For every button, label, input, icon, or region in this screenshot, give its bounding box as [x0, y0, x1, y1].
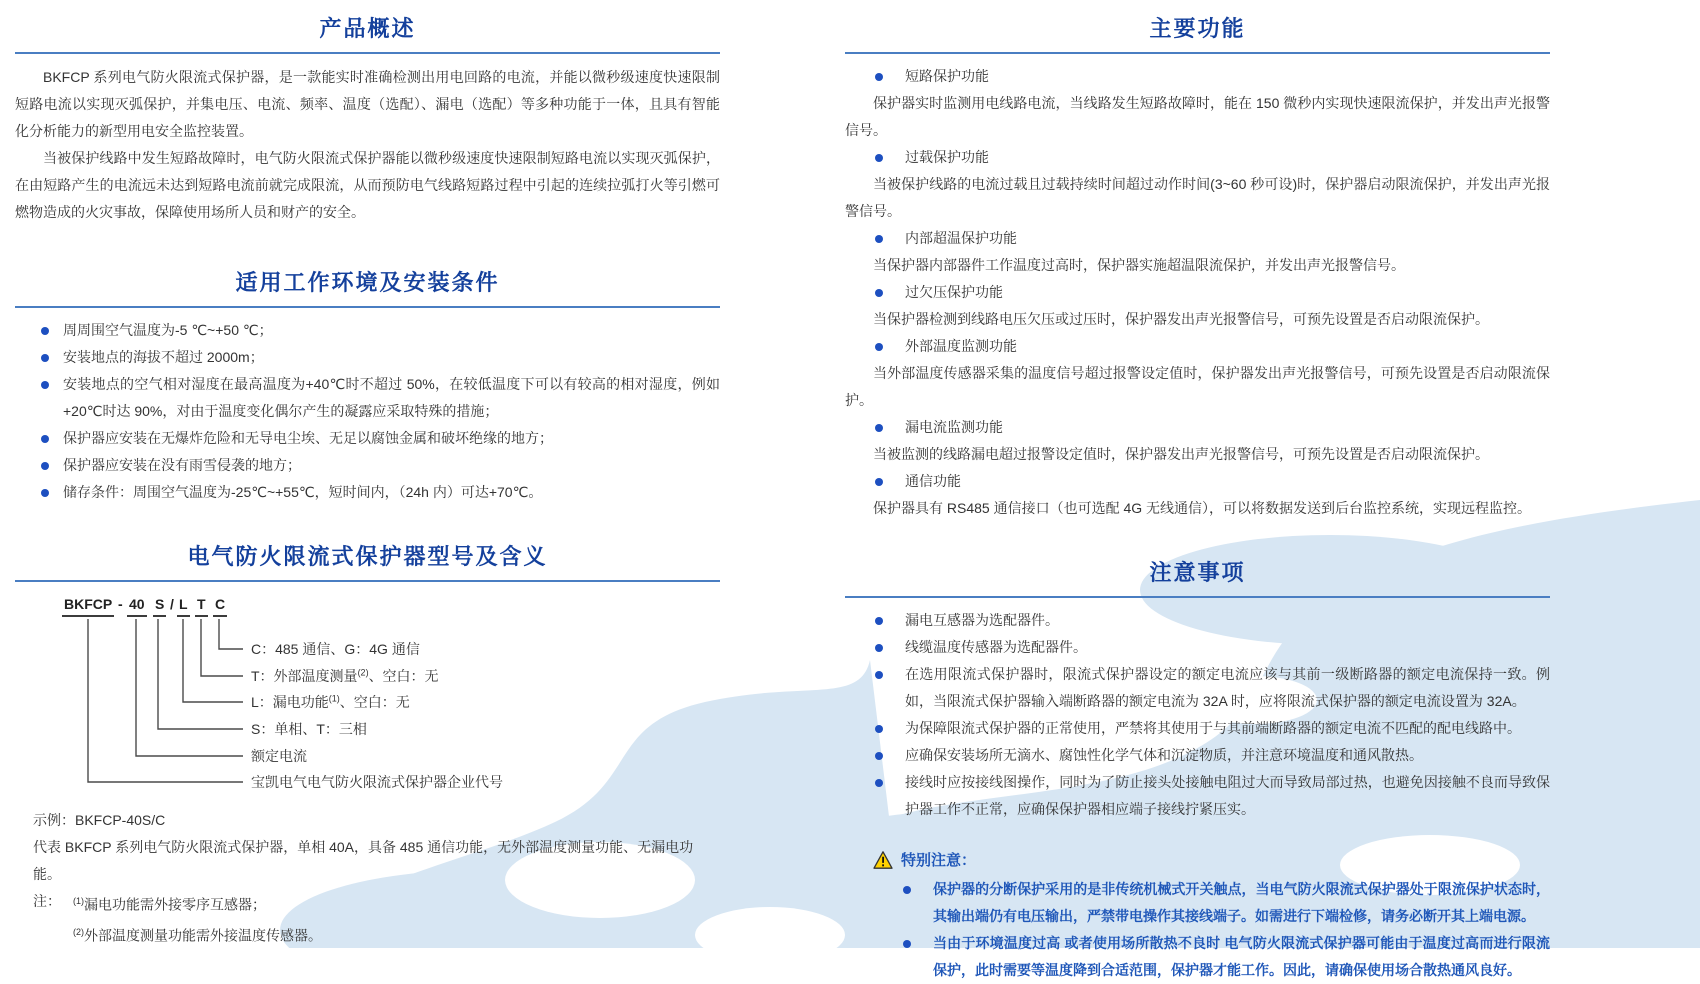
section-title-precautions: 注意事项 [1149, 560, 1246, 585]
model-label-company-code: 宝凯电气电气防火限流式保护器企业代号 [251, 774, 503, 790]
section-environment [15, 254, 720, 506]
model-label-communication: C：485 通信、G：4G 通信 [251, 641, 420, 657]
bullet-dot-icon [41, 462, 49, 470]
bullet-dot-icon [875, 779, 883, 787]
model-code-part: T [195, 596, 208, 617]
list-item: 为保障限流式保护器的正常使用，严禁将其使用于与其前端断路器的额定电流不匹配的配电线路中。 [845, 715, 1550, 742]
function-description: 保护器实时监测用电线路电流，当线路发生短路故障时，能在 150 微秒内实现快速限流保护，并发出声光报警信号。 [845, 95, 1550, 138]
model-code-part: S [153, 596, 166, 617]
bullet-dot-icon [875, 725, 883, 733]
bullet-dot-icon [875, 424, 883, 432]
list-item [15, 452, 720, 479]
note-texts [73, 888, 322, 949]
list-item: 当由于环境温度过高 或者使用场所散热不良时 电气防火限流式保护器可能由于温度过高而进行限流保护，此时需要等温度降到合适范围，保护器才能工作。因此，请确保使用场合散热通风良好。 [845, 930, 1550, 984]
list-item [15, 371, 720, 425]
function-description: 当保护器内部器件工作温度过高时，保护器实施超温限流保护，并发出声光报警信号。 [873, 257, 1405, 273]
list-item: 在选用限流式保护器时，限流式保护器设定的额定电流应该与其前一级断路器的额定电流保持一致。例如，当限流式保护器输入端断路器的额定电流为 32A 时，应将限流式保护器的额定电流设置为 32A。 [845, 661, 1550, 715]
special-attention-title: 特别注意： [901, 852, 977, 869]
list-item: 应确保安装场所无滴水、腐蚀性化学气体和沉淀物质，并注意环境温度和通风散热。 [845, 742, 1550, 769]
bullet-dot-icon [875, 343, 883, 351]
list-item: 漏电互感器为选配器件。 [845, 607, 1550, 634]
list-item [15, 317, 720, 344]
bullet-dot-icon [875, 671, 883, 679]
list-item [15, 479, 720, 506]
list-item-text: 储存条件：周围空气温度为-25℃~+55℃，短时间内，（24h 内）可达+70℃。 [63, 484, 543, 500]
list-item-text: 安装地点的海拔不超过 2000m； [63, 349, 264, 365]
function-item [845, 63, 1550, 144]
function-description: 当被监测的线路漏电超过报警设定值时，保护器发出声光报警信号，可预先设置是否启动限流保护。 [873, 446, 1489, 462]
function-title: 通信功能 [845, 468, 1550, 495]
special-attention-heading [873, 849, 1550, 870]
section-product-overview [15, 0, 720, 226]
function-title: 内部超温保护功能 [845, 225, 1550, 252]
list-item: 线缆温度传感器为选配器件。 [845, 634, 1550, 661]
bullet-dot-icon [41, 435, 49, 443]
bullet-dot-icon [875, 617, 883, 625]
model-example-label: 示例：BKFCP-40S/C [33, 812, 166, 828]
overview-paragraph-1: BKFCP 系列电气防火限流式保护器，是一款能实时准确检测出用电回路的电流，并能以微秒级速度快速限制短路电流以实现灭弧保护，并集电压、电流、频率、温度（选配）、漏电（选配）等多种功能于一体，且具有智能化分析能力的新型用电安全监控装置。 [15, 69, 720, 139]
warning-triangle-icon [873, 851, 893, 869]
bullet-dot-icon [875, 235, 883, 243]
function-description: 当被保护线路的电流过载且过载持续时间超过动作时间(3~60 秒可设)时，保护器启动限流保护，并发出声光报警信号。 [845, 176, 1550, 219]
model-label-phase: S：单相、T：三相 [251, 721, 367, 737]
section-rule [845, 596, 1550, 598]
model-code-diagram [15, 596, 720, 801]
model-code-part: 40 [127, 596, 147, 617]
section-main-functions [845, 0, 1550, 522]
note-line: $^{(2)}$外部温度测量功能需外接温度传感器。 [73, 926, 322, 944]
function-item [845, 468, 1550, 522]
left-column [15, 0, 720, 949]
list-item-text: 保护器应安装在无爆炸危险和无导电尘埃、无足以腐蚀金属和破坏绝缘的地方； [63, 430, 553, 446]
environment-list [15, 317, 720, 506]
function-title: 外部温度监测功能 [845, 333, 1550, 360]
function-title: 过载保护功能 [845, 144, 1550, 171]
section-rule [15, 52, 720, 54]
list-item [15, 344, 720, 371]
right-column [845, 0, 1550, 984]
function-title: 过欠压保护功能 [845, 279, 1550, 306]
function-description: 保护器具有 RS485 通信接口（也可选配 4G 无线通信），可以将数据发送到后台监控系统，实现远程监控。 [873, 500, 1532, 516]
list-item: 保护器的分断保护采用的是非传统机械式开关触点，当电气防火限流式保护器处于限流保护状态时，其输出端仍有电压输出，严禁带电操作其接线端子。如需进行下端检修，请务必断开其上端电源。 [845, 876, 1550, 930]
overview-paragraph-2: 当被保护线路中发生短路故障时，电气防火限流式保护器能以微秒级速度快速限制短路电流以实现灭弧保护，在由短路产生的电流远未达到短路电流前就完成限流，从而预防电气线路短路过程中引起的连续拉弧打火等引燃可燃物造成的火灾事故，保障使用场所人员和财产的安全。 [15, 150, 720, 220]
model-code-separator: - [118, 596, 123, 612]
list-item-text: 保护器应安装在没有雨雪侵袭的地方； [63, 457, 301, 473]
function-item [845, 279, 1550, 333]
function-description: 当保护器检测到线路电压欠压或过压时，保护器发出声光报警信号，可预先设置是否启动限流保护。 [873, 311, 1489, 327]
function-description: 当外部温度传感器采集的温度信号超过报警设定值时，保护器发出声光报警信号，可预先设置是否启动限流保护。 [845, 365, 1550, 408]
bullet-dot-icon [875, 73, 883, 81]
bullet-dot-icon [41, 327, 49, 335]
section-rule [845, 52, 1550, 54]
list-item [15, 425, 720, 452]
bullet-dot-icon [41, 489, 49, 497]
bullet-dot-icon [41, 354, 49, 362]
list-item: 接线时应按接线图操作，同时为了防止接头处接触电阻过大而导致局部过热，也避免因接触不良而导致保护器工作不正常，应确保保护器相应端子接线拧紧压实。 [845, 769, 1550, 823]
section-model-meaning [15, 528, 720, 949]
bullet-dot-icon [875, 644, 883, 652]
precautions-list [845, 607, 1550, 823]
section-title-model-meaning: 电气防火限流式保护器型号及含义 [187, 544, 548, 569]
bullet-dot-icon [875, 289, 883, 297]
model-label-temperature: T：外部温度测量$^{(2)}$、空白：无 [251, 667, 439, 684]
bullet-dot-icon [875, 752, 883, 760]
function-title: 短路保护功能 [845, 63, 1550, 90]
model-label-rated-current: 额定电流 [251, 748, 307, 764]
model-code-separator: / [170, 596, 174, 612]
section-rule [15, 306, 720, 308]
function-title: 漏电流监测功能 [845, 414, 1550, 441]
list-item-text: 周周围空气温度为-5 ℃~+50 ℃； [63, 322, 273, 338]
special-attention-block [845, 849, 1550, 984]
function-item [845, 333, 1550, 414]
section-title-environment: 适用工作环境及安装条件 [235, 270, 500, 295]
bullet-dot-icon [875, 478, 883, 486]
list-item-text: 安装地点的空气相对湿度在最高温度为+40℃时不超过 50%，在较低温度下可以有较高的相对湿度，例如+20℃时达 90%，对由于温度变化偶尔产生的凝露应采取特殊的措施； [63, 376, 720, 419]
function-item [845, 144, 1550, 225]
bullet-dot-icon [875, 154, 883, 162]
model-notes [33, 888, 720, 949]
special-attention-list [845, 876, 1550, 984]
model-code-part: BKFCP [62, 596, 114, 617]
section-title-main-functions: 主要功能 [1149, 16, 1246, 41]
section-rule [15, 580, 720, 582]
model-code-part: L [177, 596, 190, 617]
bullet-dot-icon [41, 381, 49, 389]
note-label: 注： [33, 893, 61, 909]
section-title-product-overview: 产品概述 [319, 16, 416, 41]
model-example-description: 代表 BKFCP 系列电气防火限流式保护器，单相 40A，具备 485 通信功能，无外部温度测量功能、无漏电功能。 [33, 839, 694, 882]
function-item [845, 225, 1550, 279]
function-item [845, 414, 1550, 468]
model-label-leakage: L：漏电功能$^{(1)}$、空白：无 [251, 693, 410, 710]
note-line: $^{(1)}$漏电功能需外接零序互感器； [73, 896, 266, 913]
bullet-dot-icon [903, 886, 911, 894]
model-code-part: C [213, 596, 227, 617]
section-precautions [845, 544, 1550, 823]
bullet-dot-icon [903, 940, 911, 948]
